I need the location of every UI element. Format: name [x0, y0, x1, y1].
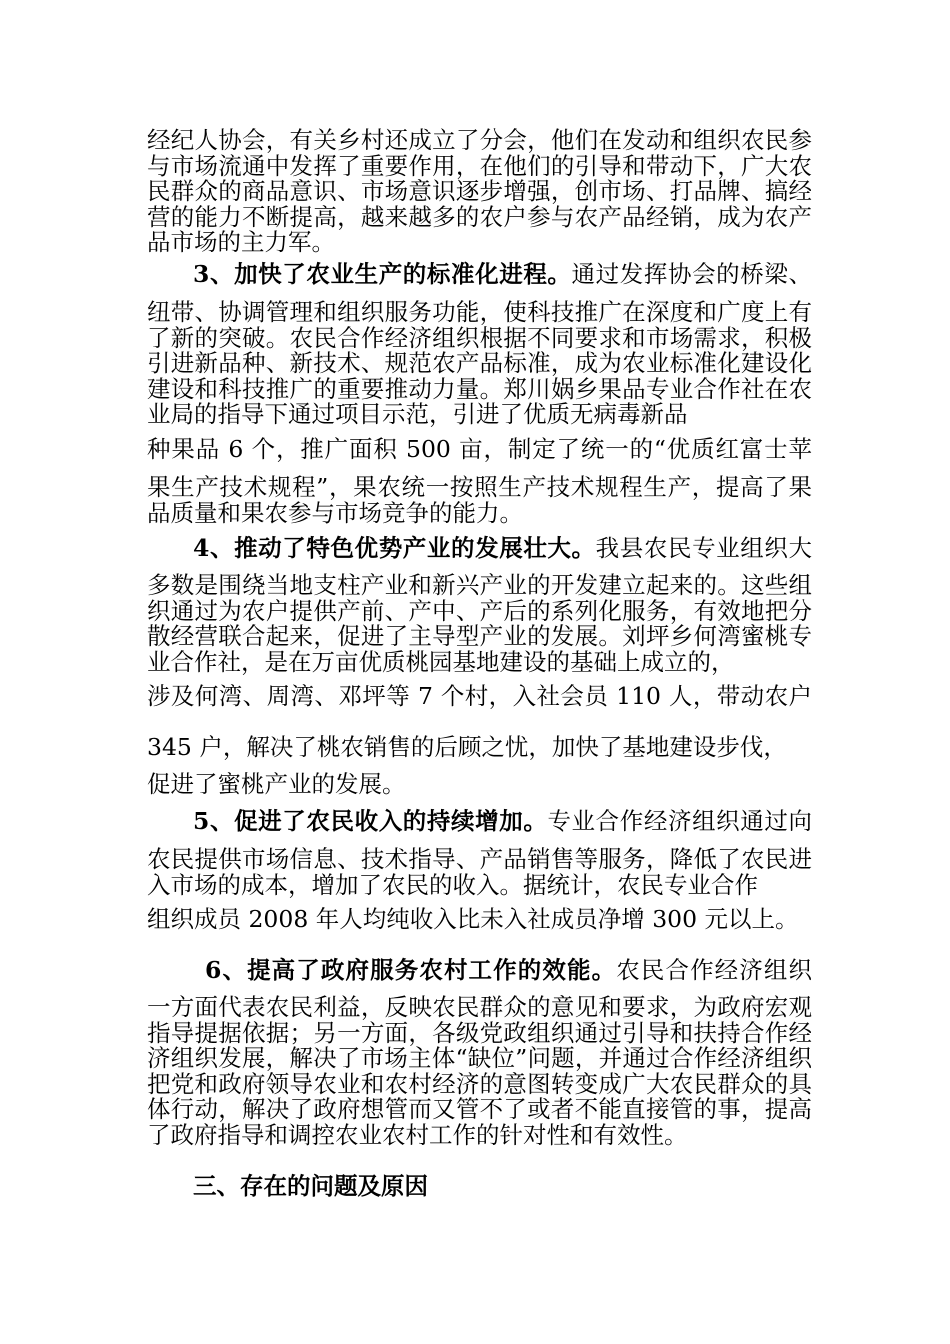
item-3-line-c [147, 475, 812, 526]
item-5-line-b [147, 907, 812, 933]
item-4-text-b: 涉及何湾、周湾、邓坪等 7 个村，入社会员 110 人，带动农户 [147, 682, 812, 710]
item-4-title: 4、推动了特色优势产业的发展壮大。 [193, 534, 596, 562]
item-3-body [147, 300, 812, 428]
item-4-body [147, 573, 812, 675]
item-4-text-c: 345 户，解决了桃农销售的后顾之忧，加快了基地建设步伐， [147, 733, 787, 761]
item-5-lead-text: 专业合作经济组织通过向 [547, 807, 812, 835]
item-3-line-b [147, 437, 812, 463]
item-4-line-b [147, 684, 812, 710]
item-3-title: 3、加快了农业生产的标准化进程。 [193, 260, 572, 288]
item-6-body [147, 995, 812, 1148]
item-4-first-line [147, 536, 812, 562]
item-3-first-line [147, 262, 812, 288]
section-heading: 三、存在的问题及原因 [193, 1172, 428, 1200]
item-6-lead-text: 农民合作经济组织 [616, 956, 813, 984]
item-6-first-line [147, 958, 812, 984]
item-5-text: 农民提供市场信息、技术指导、产品销售等服务，降低了农民进入市场的成本，增加了农民的收入。据统计，农民专业合作 [147, 845, 812, 899]
item-5-body [147, 847, 812, 898]
item-5-first-line [147, 809, 812, 835]
paragraph-text: 经纪人协会，有关乡村还成立了分会，他们在发动和组织农民参与市场流通中发挥了重要作用，在他们的引导和带动下，广大农民群众的商品意识、市场意识逐步增强，创市场、打品牌、搞经营的能力不断提高，越来越多的农户参与农产品经销，成为农产品市场的主力军。 [147, 126, 812, 256]
paragraph-continuation [147, 128, 812, 256]
item-5-text-b: 组织成员 2008 年人均纯收入比未入社成员净增 300 元以上。 [147, 905, 799, 933]
item-4-lead-text: 我县农民专业组织大 [595, 534, 813, 562]
item-4-text-d: 促进了蜜桃产业的发展。 [147, 770, 406, 798]
item-5-title: 5、促进了农民收入的持续增加。 [193, 807, 548, 835]
item-4-line-d [147, 772, 812, 798]
item-3-text: 纽带、协调管理和组织服务功能，使科技推广在深度和广度上有了新的突破。农民合作经济组织根据不同要求和市场需求，积极引进新品种、新技术、规范农产品标准，成为农业标准化建设化建设和科技推广的重要推动力量。郑川娲乡果品专业合作社在农业局的指导下通过项目示范，引进了优质无病毒新品 [147, 298, 812, 428]
item-6-title: 6、提高了政府服务农村工作的效能。 [205, 956, 617, 984]
item-3-lead-text: 通过发挥协会的桥梁、 [571, 260, 812, 288]
item-4-text: 多数是围绕当地支柱产业和新兴产业的开发建立起来的。这些组织通过为农户提供产前、产中、产后的系列化服务，有效地把分散经营联合起来，促进了主导型产业的发展。刘坪乡何湾蜜桃专业合作社，是在万亩优质桃园基地建设的基础上成立的， [147, 571, 812, 676]
item-6-text: 一方面代表农民利益，反映农民群众的意见和要求，为政府宏观指导提据依据；另一方面，各级党政组织通过引导和扶持合作经济组织发展，解决了市场主体“缺位”问题，并通过合作经济组织把党和政府领导农业和农村经济的意图转变成广大农民群众的具体行动，解决了政府想管而又管不了或者不能直接管的事，提高了政府指导和调控农业农村工作的针对性和有效性。 [147, 993, 812, 1149]
item-3-text-b: 种果品 6 个，推广面积 500 亩，制定了统一的“优质红富士苹 [147, 435, 812, 463]
item-4-line-c [147, 735, 812, 761]
item-3-text-c: 果生产技术规程”，果农统一按照生产技术规程生产，提高了果品质量和果农参与市场竞争的能力。 [147, 473, 812, 527]
